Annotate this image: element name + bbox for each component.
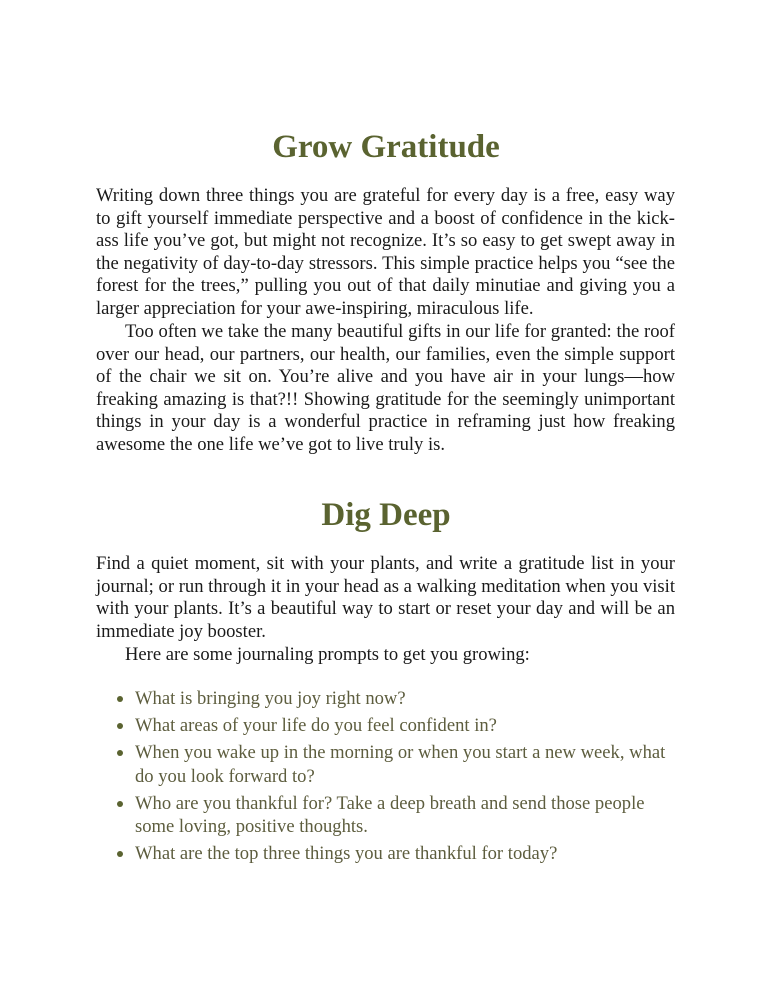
paragraph-gratitude-intro: Writing down three things you are grateful for every day is a free, easy way to gift yourself immediate perspective and a boost of confidence in the kick-ass life you’ve got, but might not recognize. It’s so easy to get swept away in the negativity of day-to-day stressors. This simple practice helps you “see the forest for the trees,” pulling you out of that daily minutiae and giving you a larger appreciation for your awe-inspiring, miraculous life. xyxy=(96,185,675,319)
bullet-dot-icon xyxy=(117,696,123,702)
prompt-text: What are the top three things you are thankful for today? xyxy=(135,843,558,864)
journaling-prompts-list xyxy=(117,687,677,869)
section-heading-grow-gratitude: Grow Gratitude xyxy=(272,129,500,165)
list-item xyxy=(117,687,677,711)
paragraph-gratitude-gifts: Too often we take the many beautiful gifts in our life for granted: the roof over our head, our partners, our health, our families, even the simple support of the chair we sit on. You’re alive and you have air in your lungs—how freaking amazing is that?!! Showing gratitude for the seemingly unimportant things in your day is a wonderful practice in reframing just how freaking awesome the one life we’ve got to live truly is. xyxy=(96,321,675,455)
prompt-text: What areas of your life do you feel confident in? xyxy=(135,715,497,736)
section-heading-dig-deep: Dig Deep xyxy=(321,497,451,533)
bullet-dot-icon xyxy=(117,750,123,756)
prompt-text: When you wake up in the morning or when you start a new week, what do you look forward to? xyxy=(135,742,666,787)
prompt-text: What is bringing you joy right now? xyxy=(135,688,406,709)
bullet-dot-icon xyxy=(117,801,123,807)
list-item xyxy=(117,792,677,839)
list-item xyxy=(117,842,677,866)
bullet-dot-icon xyxy=(117,851,123,857)
list-item xyxy=(117,714,677,738)
paragraph-dig-deep-intro: Find a quiet moment, sit with your plants, and write a gratitude list in your journal; or run through it in your head as a walking meditation when you visit with your plants. It’s a beautiful way to start or reset your day and will be an immediate joy booster. xyxy=(96,553,675,642)
prompt-text: Who are you thankful for? Take a deep breath and send those people some loving, positive thoughts. xyxy=(135,792,645,837)
bullet-dot-icon xyxy=(117,723,123,729)
list-item xyxy=(117,741,677,788)
paragraph-prompts-lead: Here are some journaling prompts to get you growing: xyxy=(125,644,530,665)
